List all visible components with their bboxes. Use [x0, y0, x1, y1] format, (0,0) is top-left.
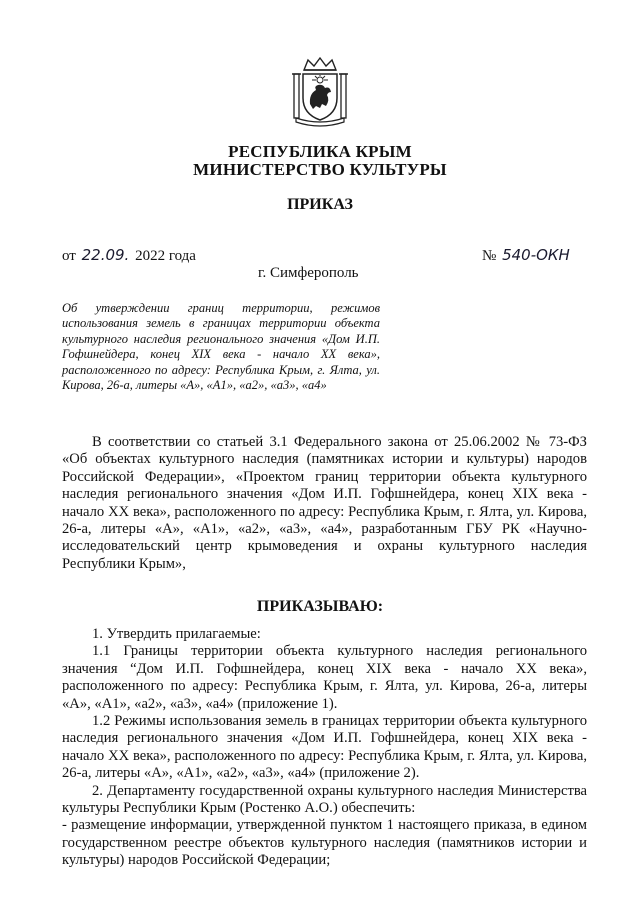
item-2: 2. Департаменту государственной охраны культурного наследия Министерства культуры Республики Крым (Ростенко А.О.) обеспечить:	[62, 782, 587, 817]
preamble-text: В соответствии со статьей 3.1 Федерального закона от 25.06.2002 № 73-ФЗ «Об объектах культурного наследия (памятниках истории и культуры) народов Российской Федерации», «Проектом границ территории объекта культурного наследия регионального значения «Дом И.П. Гофшнейдера, конец XIX века - начало XX века», расположенного по адресу: Республика Крым, г. Ялта, ул. Кирова, 26-а, литеры «А», «А1», «а2», «а3», «а4», разработанным ГБУ РК «Научно-исследовательский центр крымоведения и охраны культурного наследия Республики Крым»,	[62, 434, 587, 572]
number-prefix: №	[482, 248, 497, 264]
item-1-2: 1.2 Режимы использования земель в границах территории объекта культурного наследия регионального значения «Дом И.П. Гофшнейдера, конец XIX века - начало XX века», расположенного по адресу: Республика Крым, г. Ялта, ул. Кирова, 26-а, литеры «А», «А1», «а2», «а3», «а4» (приложение 2).	[62, 713, 587, 782]
order-items	[62, 626, 587, 870]
item-1-1: 1.1 Границы территории объекта культурного наследия регионального значения “Дом И.П. Гофшнейдера, конец XIX века - начало XX века», расположенного по адресу: Республика Крым, г. Ялта, ул. Кирова, 26-а, литеры «А», «А1», «а2», «а3», «а4» (приложение 1).	[62, 643, 587, 712]
crimea-coat-of-arms-icon	[290, 56, 350, 128]
order-subject: Об утверждении границ территории, режимов использования земель в границах территории объекта культурного наследия регионального значения «Дом И.П. Гофшнейдера, конец XIX века - начало XX века», расположенного по адресу: Республика Крым, г. Ялта, ул. Кирова, 26-а, литеры «А», «А1», «а2», «а3», «а4»	[62, 301, 380, 393]
decree-heading: ПРИКАЗЫВАЮ:	[256, 598, 384, 615]
preamble-paragraph	[62, 434, 587, 573]
date-year: 2022 года	[135, 248, 196, 264]
city-line: г. Симферополь	[258, 265, 359, 281]
item-2-bullet: - размещение информации, утвержденной пунктом 1 настоящего приказа, в едином государственном реестре объектов культурного наследия (памятников истории и культуры) народов Российской Федерации;	[62, 817, 587, 869]
ministry-heading: МИНИСТЕРСТВО КУЛЬТУРЫ	[193, 160, 447, 179]
item-1: 1. Утвердить прилагаемые:	[92, 626, 261, 642]
date-prefix: от	[62, 248, 76, 264]
order-number	[482, 246, 572, 265]
order-date	[62, 246, 196, 265]
republic-heading: РЕСПУБЛИКА КРЫМ	[228, 142, 412, 161]
handwritten-number: 540-ОКН	[502, 246, 570, 264]
document-title: ПРИКАЗ	[287, 196, 353, 213]
handwritten-date: 22.09.	[81, 246, 130, 264]
